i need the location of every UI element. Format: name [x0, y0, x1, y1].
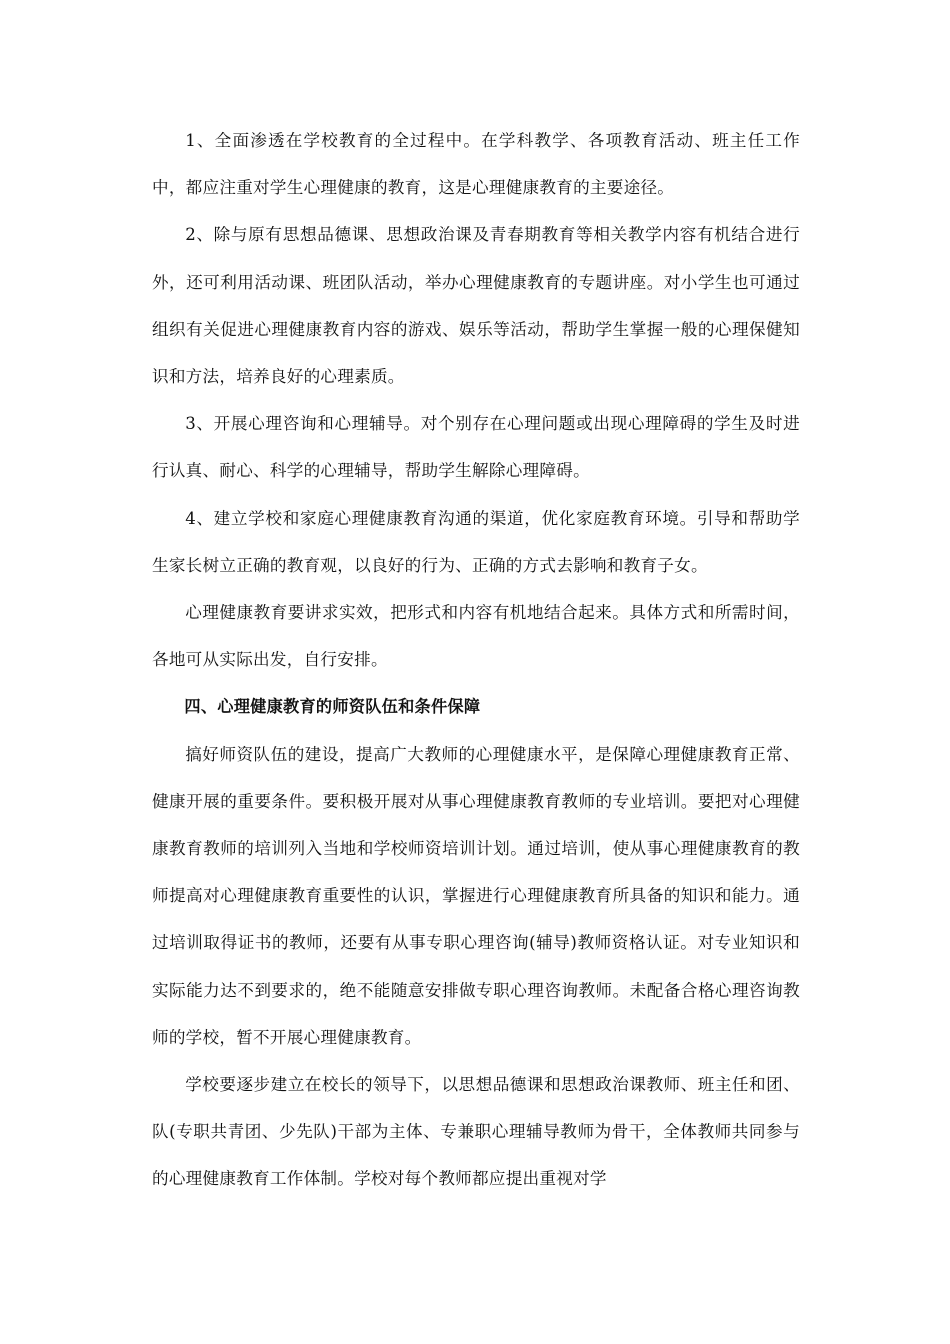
paragraph-approach-2: 2、除与原有思想品德课、思想政治课及青春期教育等相关教学内容有机结合进行外，还可利用活动课、班团队活动，举办心理健康教育的专题讲座。对小学生也可通过组织有关促进心理健康教育内容的游戏、娱乐等活动，帮助学生掌握一般的心理保健知识和方法，培养良好的心理素质。	[152, 225, 800, 387]
paragraph-teacher-training: 搞好师资队伍的建设，提高广大教师的心理健康水平，是保障心理健康教育正常、健康开展的重要条件。要积极开展对从事心理健康教育教师的专业培训。要把对心理健康教育教师的培训列入当地和学校师资培训计划。通过培训，使从事心理健康教育的教师提高对心理健康教育重要性的认识，掌握进行心理健康教育所具备的知识和能力。通过培训取得证书的教师，还要有从事专职心理咨询(辅导)教师资格认证。对专业知识和实际能力达不到要求的，绝不能随意安排做专职心理咨询教师。未配备合格心理咨询教师的学校，暂不开展心理健康教育。	[152, 744, 800, 1047]
paragraph-work-system: 学校要逐步建立在校长的领导下，以思想品德课和思想政治课教师、班主任和团、队(专职共青团、少先队)干部为主体、专兼职心理辅导教师为骨干，全体教师共同参与的心理健康教育工作体制。学校对每个教师都应提出重视对学	[152, 1075, 800, 1189]
section-heading: 四、心理健康教育的师资队伍和条件保障	[184, 697, 481, 717]
paragraph-approach-1: 1、全面渗透在学校教育的全过程中。在学科教学、各项教育活动、班主任工作中，都应注重对学生心理健康的教育，这是心理健康教育的主要途径。	[152, 131, 800, 198]
paragraph-approach-4: 4、建立学校和家庭心理健康教育沟通的渠道，优化家庭教育环境。引导和帮助学生家长树立正确的教育观，以良好的行为、正确的方式去影响和教育子女。	[152, 508, 800, 575]
paragraph-effectiveness: 心理健康教育要讲求实效，把形式和内容有机地结合起来。具体方式和所需时间，各地可从实际出发，自行安排。	[152, 603, 800, 670]
document-page	[152, 117, 800, 1203]
paragraph-approach-3: 3、开展心理咨询和心理辅导。对个别存在心理问题或出现心理障碍的学生及时进行认真、耐心、科学的心理辅导，帮助学生解除心理障碍。	[152, 414, 800, 481]
